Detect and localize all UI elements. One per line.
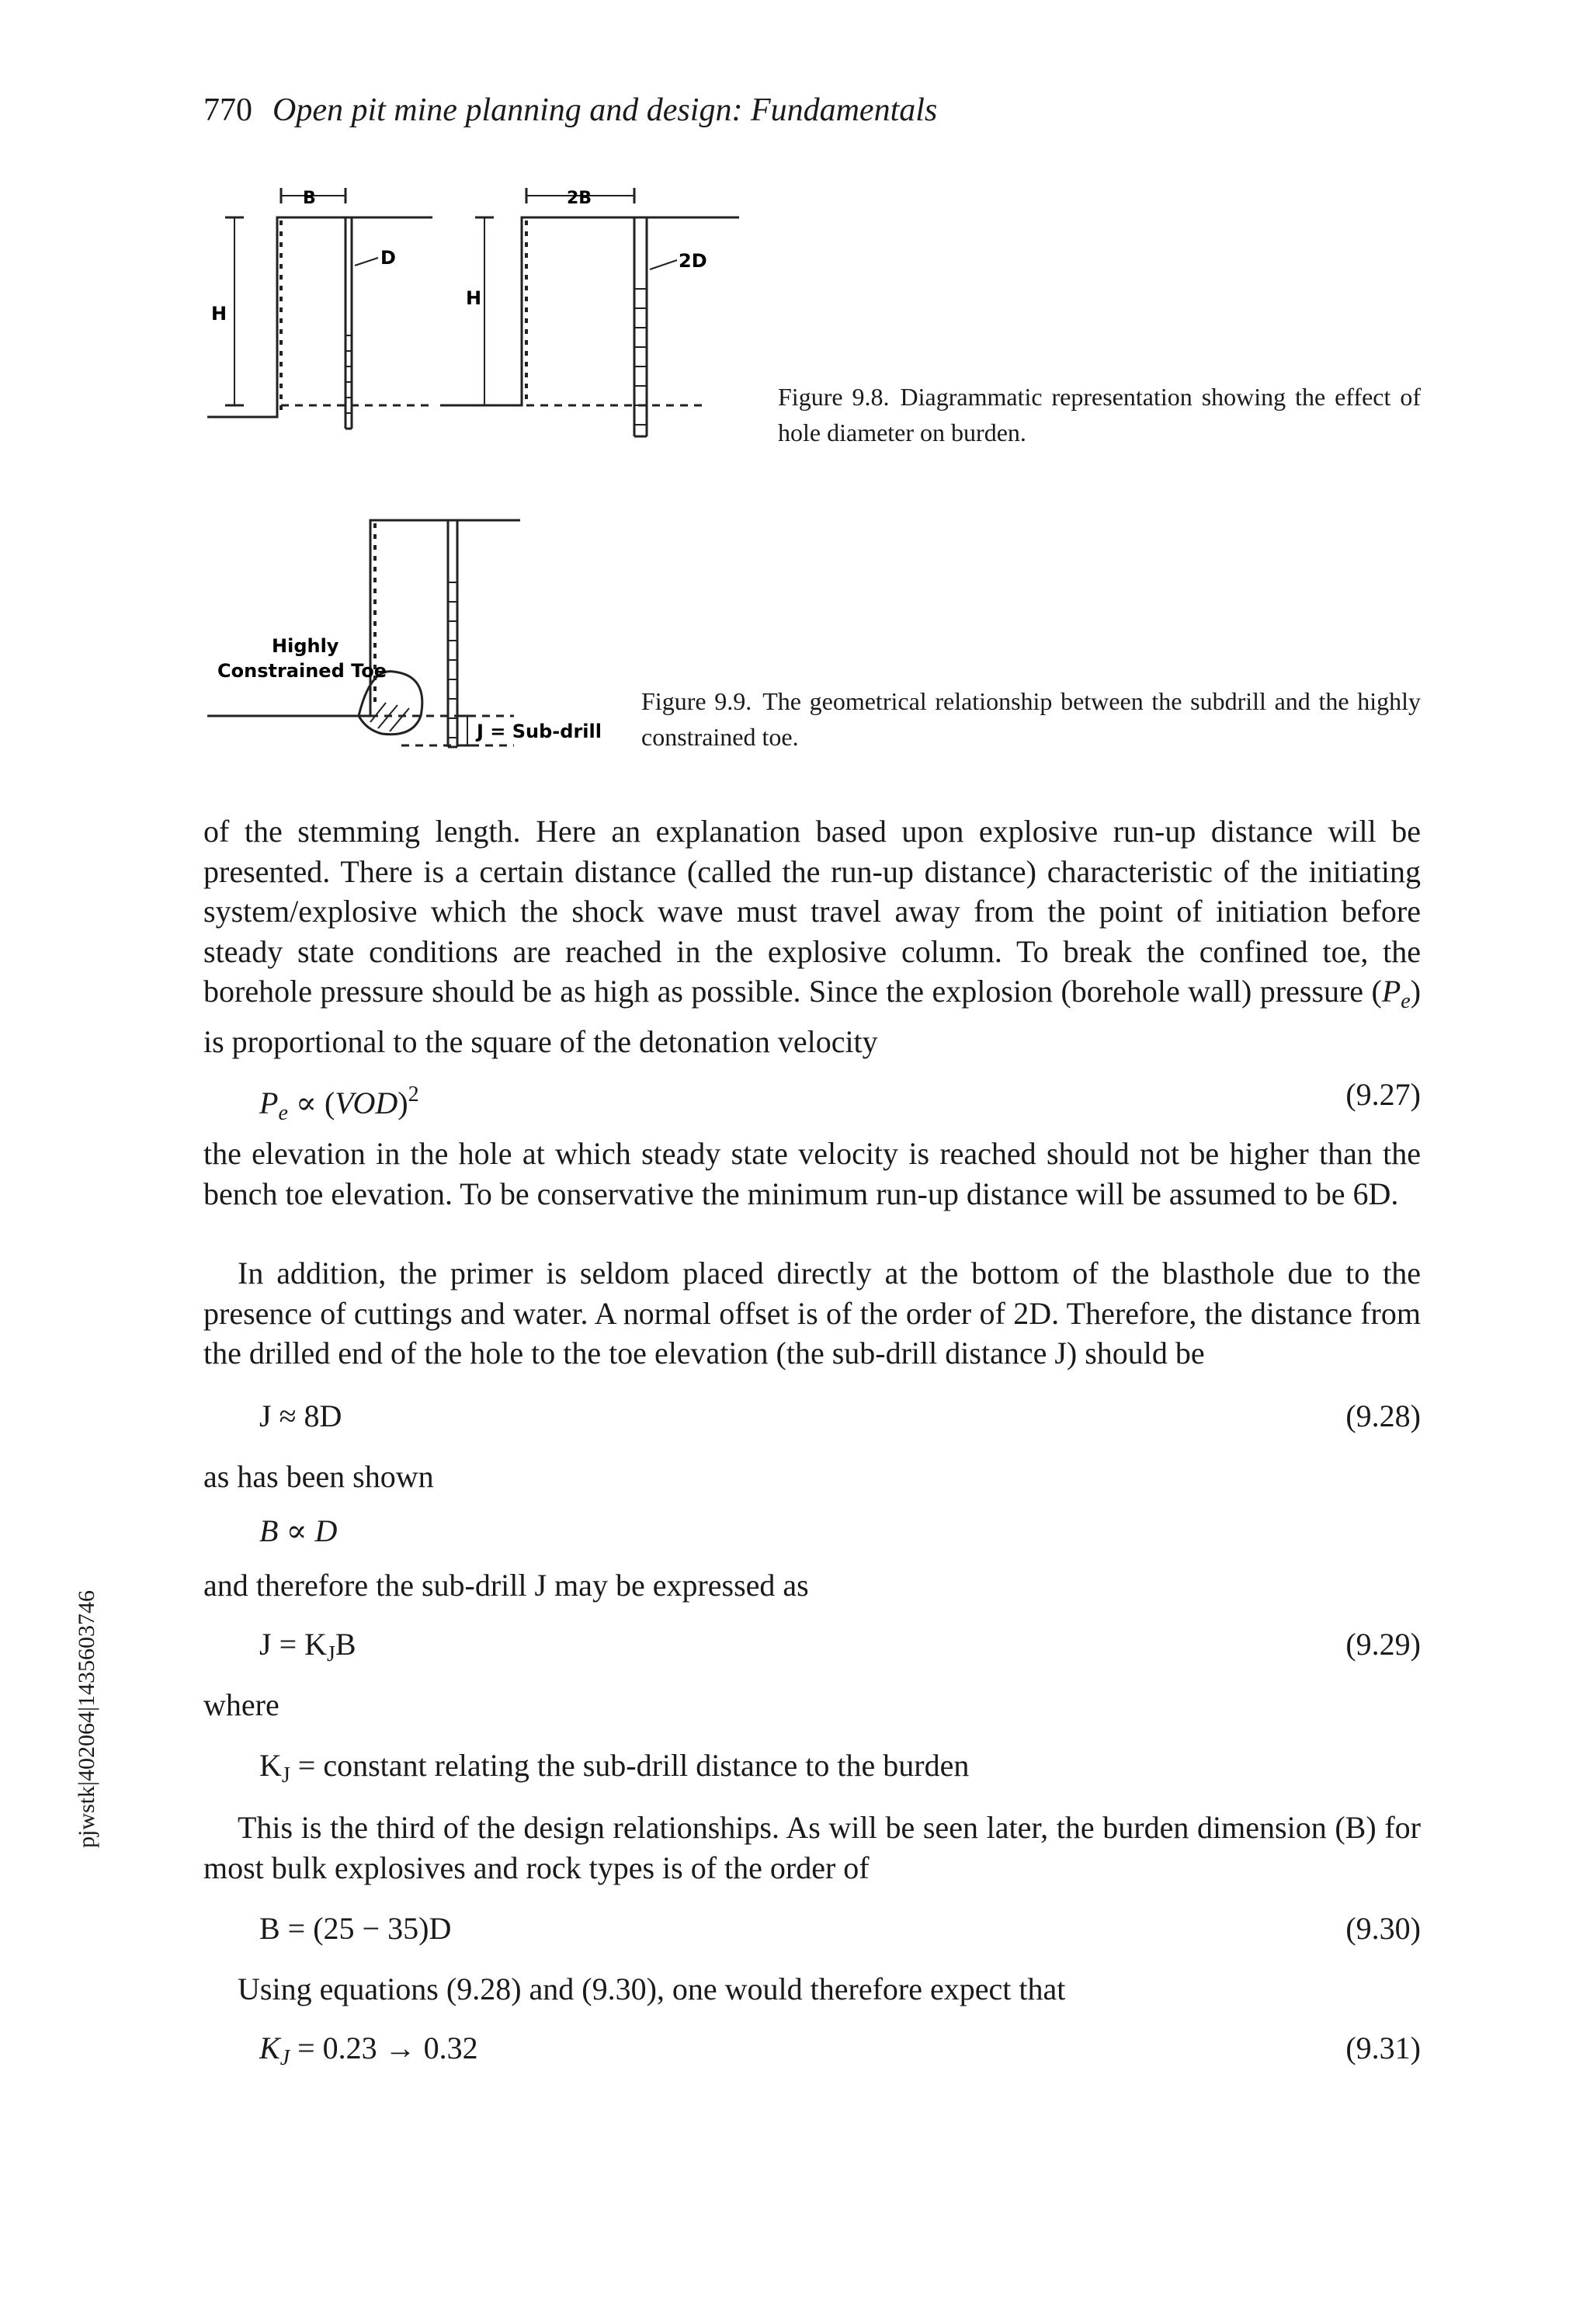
- label-highly: Highly: [272, 635, 339, 657]
- definition-kj: $K_J$ = constant relating the sub-drill distance to the burden: [259, 1748, 970, 1787]
- figure-9-8-caption: [778, 379, 1421, 450]
- equation-number-9-27: (9.27): [1345, 1077, 1421, 1112]
- equation-9-30: B = (25 − 35)D: [259, 1911, 452, 1946]
- side-watermark: pjwstk|402064|1435603746: [74, 1589, 99, 1848]
- label-constrained-toe: Constrained Toe: [217, 660, 387, 682]
- label-b: B: [303, 189, 316, 208]
- label-h-left: H: [211, 303, 227, 325]
- figure-9-9-diagram: [203, 512, 623, 753]
- figure-9-9-caption: [641, 683, 1421, 755]
- line-and-therefore: and therefore the sub-drill J may be expressed as: [203, 1568, 809, 1603]
- figure-9-8-caption-text: Diagrammatic representation showing the effect of hole diameter on burden.: [778, 383, 1422, 446]
- paragraph-1-text: of the stemming length. Here an explanation based upon explosive run-up distance will be presented. There is a certain distance (called the run-up distance) characteristic of the initiating system/explosive which the shock wave must travel away from the point of initiation before steady state conditions are reached in the explosive column. To break the confined toe, the borehole pressure should be as high as possible. Since the explosion (borehole wall): [203, 814, 1421, 1009]
- figure-9-8-label: Figure 9.8.: [778, 383, 890, 411]
- figure-9-8-diagram: [203, 180, 747, 444]
- equation-number-9-30: (9.30): [1345, 1911, 1421, 1946]
- equation-9-29: $J = K_JB$: [259, 1627, 356, 1666]
- equation-9-31: $K_J = 0.23 \to 0.32$: [259, 2030, 478, 2070]
- equation-9-27: $P_e \propto (VOD)^2$: [259, 1082, 419, 1125]
- paragraph-1-end-b: ) is proportional to the square of the detonation velocity: [203, 974, 1422, 1059]
- equation-number-9-28: (9.28): [1345, 1398, 1421, 1433]
- line-as-has-been-shown: as has been shown: [203, 1459, 434, 1494]
- book-subtitle: : Fundamentals: [731, 92, 938, 128]
- figure-9-9-label: Figure 9.9.: [641, 687, 752, 715]
- line-where: where: [203, 1687, 279, 1722]
- label-h-right: H: [466, 287, 482, 309]
- bench-face: [370, 520, 520, 716]
- pe-subscript: e: [1401, 989, 1411, 1013]
- paragraph-run-up-assumption: the elevation in the hole at which steady state velocity is reached should not be higher than the bench toe elevation. To be conservative the minimum run-up distance will be assumed to be 6D.: [203, 1136, 1421, 1211]
- bench-profile-left: [207, 217, 432, 417]
- book-title: Open pit mine planning and design: [273, 92, 732, 128]
- equation-number-9-31: (9.31): [1345, 2030, 1421, 2065]
- equation-9-28: J ≈ 8D: [259, 1398, 342, 1433]
- running-header: [203, 92, 937, 129]
- paragraph-primer-offset: In addition, the primer is seldom placed directly at the bottom of the blasthole due to the presence of cuttings and water. A normal offset is of the order of 2D. Therefore, the distance from the drilled end of the hole to the toe elevation (the sub-drill distance J) should be: [203, 1256, 1421, 1370]
- figure-9-9-caption-text: The geometrical relationship between the subdrill and the highly constrained toe.: [641, 687, 1422, 751]
- label-2b: 2B: [567, 189, 592, 208]
- pe-symbol: P: [1381, 974, 1401, 1009]
- paragraph-1-end: pressure (: [1259, 974, 1382, 1009]
- label-d: D: [380, 247, 396, 269]
- paragraph-burden-dimension: This is the third of the design relationships. As will be seen later, the burden dimension (B) for most bulk explosives and rock types is of the order of: [203, 1810, 1421, 1885]
- label-subdrill: J = Sub-drill: [477, 721, 602, 742]
- equation-b-proportional-d: B ∝ D: [259, 1513, 338, 1548]
- paragraph-run-up-distance: [203, 811, 1421, 1061]
- label-2d: 2D: [679, 250, 707, 272]
- page-number: 770: [203, 92, 252, 128]
- line-using-equations: Using equations (9.28) and (9.30), one would therefore expect that: [238, 1971, 1066, 2006]
- equation-number-9-29: (9.29): [1345, 1627, 1421, 1662]
